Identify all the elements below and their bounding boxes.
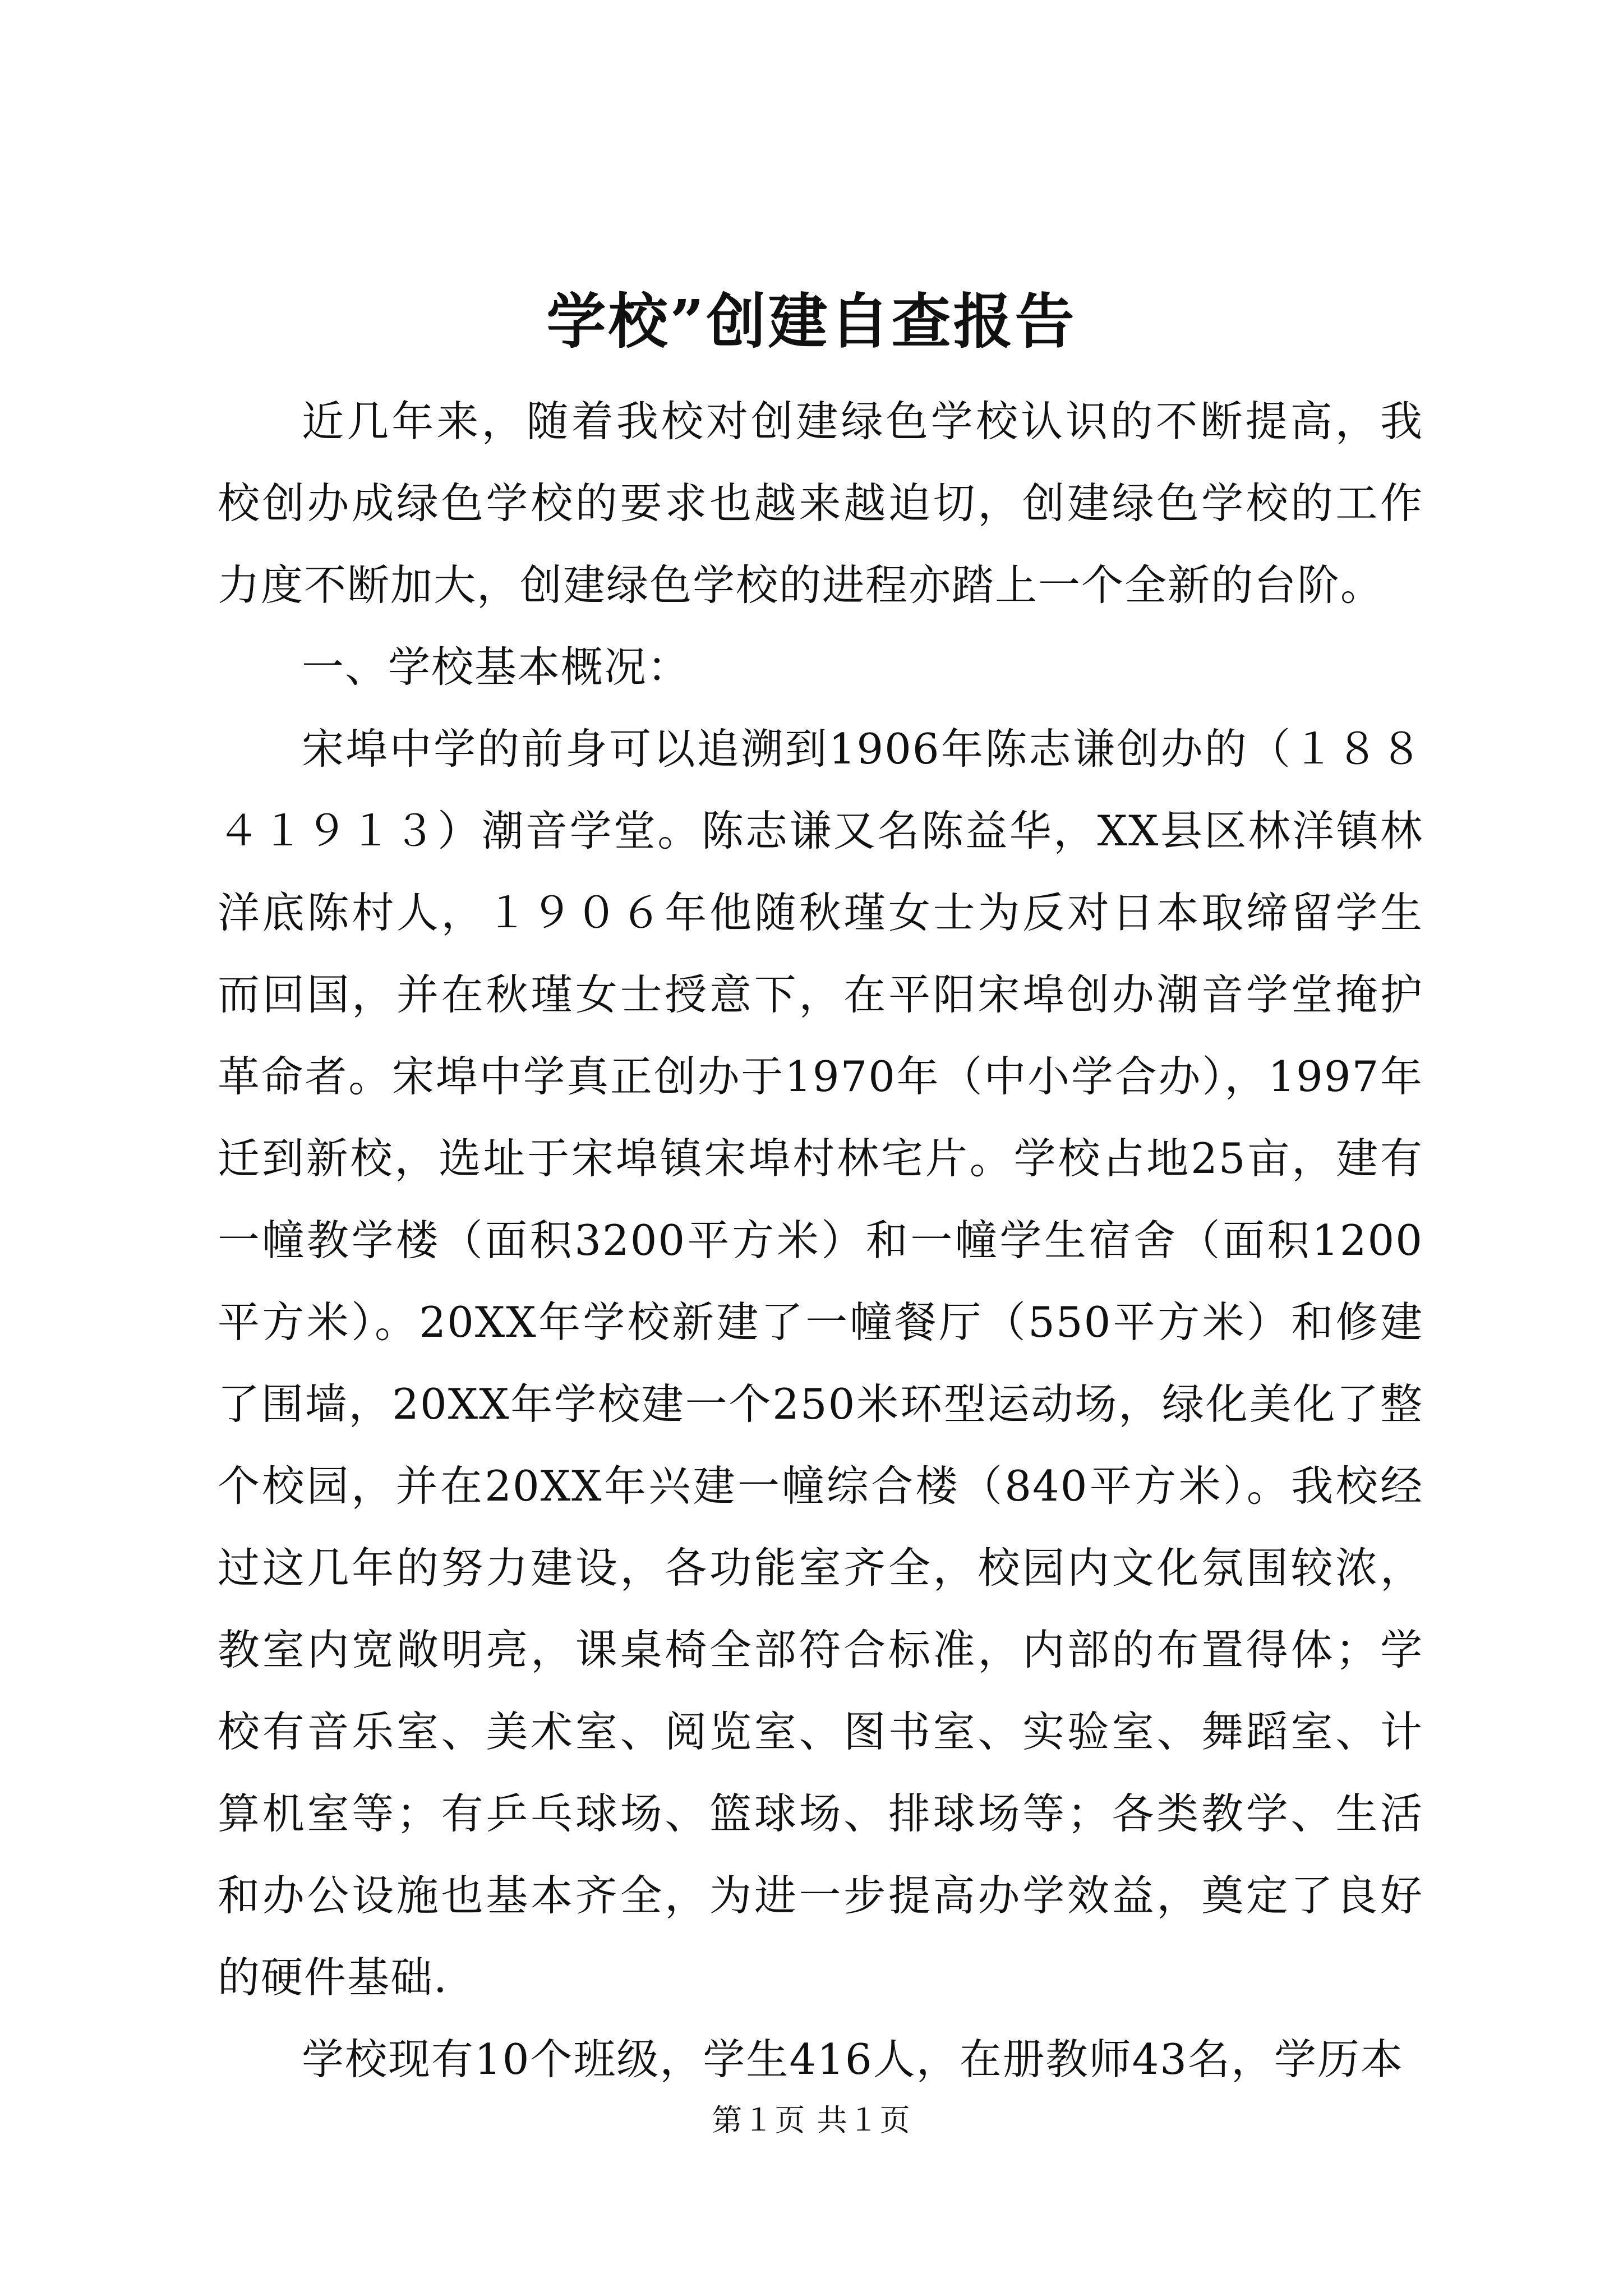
section-heading: 一、学校基本概况： bbox=[302, 642, 691, 692]
document-body bbox=[218, 380, 1423, 2100]
intro-paragraph: 近几年来，随着我校对创建绿色学校认识的不断提高，我校创办成绿色学校的要求也越来越迫切，创建绿色学校的工作力度不断加大，创建绿色学校的进程亦踏上一个全新的台阶。 bbox=[218, 397, 1423, 610]
staff-paragraph: 学校现有10个班级，学生416人，在册教师43名，学历本 bbox=[302, 2035, 1404, 2084]
page-footer: 第１页 共１页 bbox=[712, 2102, 911, 2138]
document-title: 学校”创建自查报告 bbox=[546, 286, 1077, 356]
history-paragraph: 宋埠中学的前身可以追溯到1906年陈志谦创办的（１８８４１９１３）潮音学堂。陈志谦又名陈益华，XX县区林洋镇林洋底陈村人，１９０６年他随秋瑾女士为反对日本取缔留学生而回国，并在秋瑾女士授意下，在平阳宋埠创办潮音学堂掩护革命者。宋埠中学真正创办于1970年（中小学合办），1997年迁到新校，选址于宋埠镇宋埠村林宅片。学校占地25亩，建有一幢教学楼（面积3200平方米）和一幢学生宿舍（面积1200平方米）。20XX年学校新建了一幢餐厅（550平方米）和修建了围墙，20XX年学校建一个250米环型运动场，绿化美化了整个校园，并在20XX年兴建一幢综合楼（840平方米）。我校经过这几年的努力建设，各功能室齐全，校园内文化氛围较浓，教室内宽敞明亮，课桌椅全部符合标准，内部的布置得体；学校有音乐室、美术室、阅览室、图书室、实验室、舞蹈室、计算机室等；有乒乓球场、篮球场、排球场等；各类教学、生活和办公设施也基本齐全，为进一步提高办学效益，奠定了良好的硬件基础. bbox=[218, 724, 1423, 2002]
